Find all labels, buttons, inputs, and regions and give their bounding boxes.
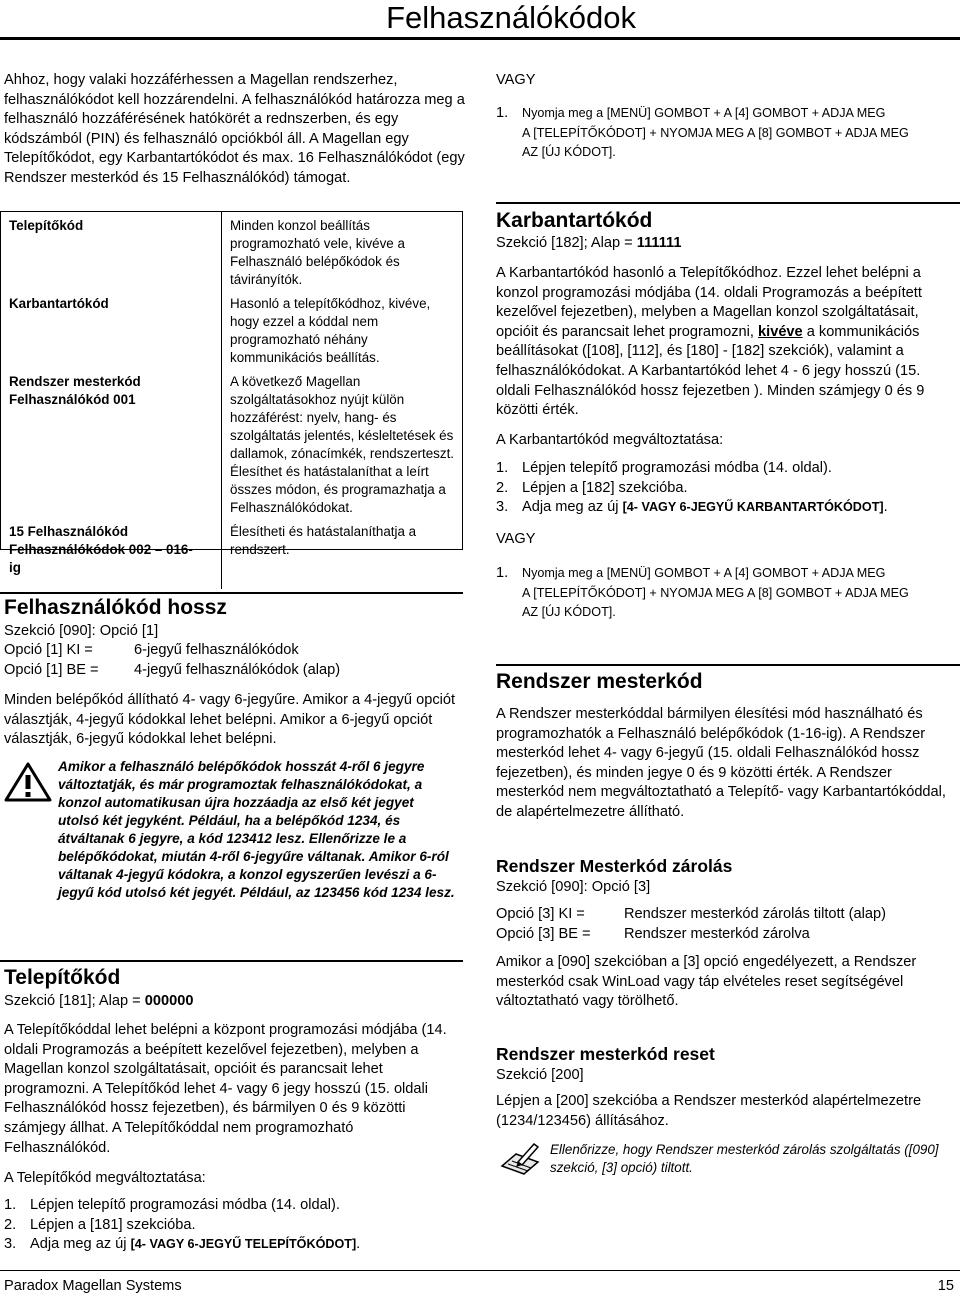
master-heading: Rendszer mesterkód [496,670,703,693]
list-item: 2. Lépjen a [181] szekcióba. [4,1216,196,1233]
master-reset-section: Szekció [200] [496,1067,584,1083]
installer-section-text: Szekció [181]; Alap = [4,993,145,1009]
code-length-option-on-label: Opció [1] BE = [4,662,99,678]
table-row [0,289,462,367]
section-rule [0,960,463,962]
master-body: A Rendszer mesterkóddal bármilyen élesítési mód használható és programozhatók a Felhasználó belépőkódok (1-16-ig). A Rendszer mesterkód lehet 4- vagy 6-jegyű (15. oldali Felhasználókód hossz fejezetben), és minden jegye 0 és 9 közötti érték. A Rendszer mesterkód nem megváltoztatható a Telepítő- vagy Karbantartókóddal, de alapértelmezetre állítható. [496,706,946,820]
step-code: [4- VAGY 6-JEGYŰ TELEPÍTŐKÓDOT] [130,1237,357,1252]
title-rule [0,37,960,40]
maintenance-section-text: Szekció [182]; Alap = [496,235,637,251]
code-length-option-on-value: 4-jegyű felhasználókódok (alap) [134,662,341,678]
alt-step-line: AZ [ÚJ KÓDOT]. [522,605,616,620]
footer-rule [0,1270,960,1271]
master-reset-heading: Rendszer mesterkód reset [496,1044,715,1064]
table-row [0,211,462,289]
maintenance-body [496,264,956,421]
installer-steps [4,1196,462,1255]
code-length-heading: Felhasználókód hossz [4,596,227,619]
master-reset-note: Ellenőrizze, hogy Rendszer mesterkód zárolás szolgáltatás ([090] szekció, [3] opció) tiltott. [550,1142,939,1175]
maintenance-body-text: A Karbantartókód hasonló a Telepítőkódhoz. Ezzel lehet belépni a konzol programozási módjába (14. oldali Programozás a beépített kezelővel fejezetben), melyben a Magellan konzol szolgáltatásait, opcióit és parancsait lehet programozni, [496,265,922,340]
warning-icon [4,762,52,802]
maintenance-body-text: a kommunikációs beállításokat ([108], [112], és [180] - [182] szekciók), valamint a felhasználókódokat. A Karbantartókód lehet 4 - 6 jegy hosszú (15. oldali Felhasználókód hossz fejezetben ). Minden számjegy 0 és 9 közötti érték. [496,323,925,419]
master-lock-option-off-label: Opció [3] KI = [496,906,585,922]
alt-step-line: Nyomja meg a [MENÜ] GOMBOT + A [4] GOMBOT + ADJA MEG [522,106,886,120]
maintenance-section [496,234,681,254]
roles-table [0,211,462,589]
master-lock-body: Amikor a [090] szekcióban a [3] opció engedélyezett, a Rendszer mesterkód csak WinLoad vagy táp elvételes reset segítségével változtatható vagy törölhető. [496,954,917,1010]
code-length-body: Minden belépőkód állítható 4- vagy 6-jegyűre. Amikor a 4-jegyű opciót választják, 4-jegyű kódokkal lehet belépni. Amikor a 6-jegyű opciót választják, 6-jegyű kódokkal lehet belépni. [4,692,456,748]
table-row [0,367,462,517]
footer-page-number: 15 [937,1278,954,1294]
maintenance-steps [496,459,956,518]
list-item: 1. Lépjen telepítő programozási módba (14. oldal). [496,460,832,476]
list-item: 3. Adja meg az új [4- VAGY 6-JEGYŰ KARBANTARTÓKÓDOT]. [496,499,888,516]
code-length-option-off-label: Opció [1] KI = [4,642,93,658]
or-label: VAGY [496,531,536,547]
installer-heading: Telepítőkód [4,966,121,989]
step-suffix: . [356,1236,361,1253]
step-text: Lépjen a [182] szekcióba. [522,479,688,496]
step-text: Adja meg az új [30,1236,131,1253]
master-lock-option-on-value: Rendszer mesterkód zárolva [624,926,810,942]
role-label: 15 Felhasználókód Felhasználókódok 002 – 016-ig [0,517,222,589]
alt-step-line: A [TELEPÍTŐKÓDOT] + NYOMJA MEG A [8] GOMBOT + ADJA MEG [522,585,909,600]
role-label: Telepítőkód [0,211,222,289]
step-text: Lépjen telepítő programozási módba (14. oldal). [30,1197,340,1213]
maintenance-heading: Karbantartókód [496,209,653,232]
master-lock-heading: Rendszer Mesterkód zárolás [496,856,733,876]
step-suffix: . [883,499,888,516]
list-item: 1. Lépjen telepítő programozási módba (14. oldal). [4,1197,340,1213]
installer-change-intro: A Telepítőkód megváltoztatása: [4,1170,206,1186]
role-description: Élesítheti és hatástalaníthatja a rendszert. [230,524,417,557]
maintenance-change-intro: A Karbantartókód megváltoztatása: [496,432,724,448]
alt-step-line: AZ [ÚJ KÓDOT]. [522,145,616,160]
master-lock-option-off-value: Rendszer mesterkód zárolás tiltott (alap) [624,906,886,922]
master-reset-body: Lépjen a [200] szekcióba a Rendszer mesterkód alapértelmezetre (1234/123456) állításához. [496,1093,922,1129]
master-lock-section: Szekció [090]: Opció [3] [496,879,651,895]
section-rule [496,202,960,204]
alt-step-line: Nyomja meg a [MENÜ] GOMBOT + A [4] GOMBOT + ADJA MEG [522,566,886,580]
role-label: Karbantartókód [0,289,222,367]
note-pencil-icon [498,1140,542,1180]
installer-body: A Telepítőkóddal lehet belépni a központ programozási módjába (14. oldali Programozás a beépített kezelővel fejezetben), melyben a Magellan konzol szolgáltatásait, opcióit és parancsait lehet programozni. A Telepítőkód lehet 4- vagy 6 jegy hosszú (15. oldali Felhasználókód hossz fejezetben), és bármilyen 0 és 9 közötti számjegy állhat. A Telepítőkóddal nem programozható Felhasználókód. [4,1022,447,1156]
master-lock-option-on-label: Opció [3] BE = [496,926,591,942]
installer-default: 000000 [144,993,194,1009]
alt-step: 1. Nyomja meg a [MENÜ] GOMBOT + A [4] GOMBOT + ADJA MEG A [TELEPÍTŐKÓDOT] + NYOMJA MEG A [8] GOMBOT + ADJA MEG AZ [ÚJ KÓDOT]. [496,104,956,163]
alt-step-line: A [TELEPÍTŐKÓDOT] + NYOMJA MEG A [8] GOMBOT + ADJA MEG [522,125,909,140]
step-text: Lépjen a [181] szekcióba. [30,1216,196,1233]
role-description: Minden konzol beállítás programozható vele, kivéve a Felhasználó belépőkódok és távirányítók. [230,218,405,287]
role-description: A következő Magellan szolgáltatásokhoz nyújt külön hozzáférést: nyelv, hang- és szolgáltatás jelentés, késleltetések és dallamok, zónacímkék, rendszerteszt. Élesíthet és hatástalaníthat a leírt összes módon, és programazhatja a Felhasználókódokat. [230,374,455,515]
step-code: [4- VAGY 6-JEGYŰ KARBANTARTÓKÓDOT] [622,500,884,515]
installer-section [4,992,193,1012]
warning-text: Amikor a felhasználó belépőkódok hosszát 4-ről 6 jegyre változtatják, és már programoztak felhasználókódokat, a konzol automatikusan újra hozzáadja az első két jegyet utolsó két jegyként. Például, ha a belépőkód 1234, és átváltanak 6 jegyre, a kód 123412 lesz. Ellenőrizze le a belépőkódokat, miután 4-ről 6-jegyűre váltanak. Amikor 6-ról váltanak 4-jegyű kódokra, a konzol egyszerűen levészi a 6-jegyű kód utolsó két jegyét. Például, az 123456 kód 1234 lesz. [58,759,455,900]
maintenance-body-emphasis: kivéve [758,323,803,340]
maintenance-default: 111111 [636,235,682,251]
role-label: Rendszer mesterkód Felhasználókód 001 [0,367,222,517]
list-item: 3. Adja meg az új [4- VAGY 6-JEGYŰ TELEPÍTŐKÓDOT]. [4,1236,361,1253]
or-label: VAGY [496,72,536,88]
footer-left: Paradox Magellan Systems [4,1278,182,1294]
code-length-section: Szekció [090]: Opció [1] [4,623,159,639]
code-length-option-off-value: 6-jegyű felhasználókódok [134,642,299,658]
step-text: Adja meg az új [522,499,623,516]
role-description: Hasonló a telepítőkódhoz, kivéve, hogy ezzel a kóddal nem programozható néhány kommunikációs beállítás. [230,296,431,365]
alt-step: 1. Nyomja meg a [MENÜ] GOMBOT + A [4] GOMBOT + ADJA MEG A [TELEPÍTŐKÓDOT] + NYOMJA MEG A [8] GOMBOT + ADJA MEG AZ [ÚJ KÓDOT]. [496,564,956,623]
page-title: Felhasználókódok [386,0,636,35]
table-row [0,517,462,589]
section-rule [496,664,960,666]
intro-paragraph: Ahhoz, hogy valaki hozzáférhessen a Magellan rendszerhez, felhasználókódot kell hozzárendelni. A felhasználókód határozza meg a felhasználó hozzáférésének hatókörét a rednszerben, és egy kódszámból (PIN) és felhasználó opciókból áll. A Magellan egy Telepítőkódot, egy Karbantartókódot és max. 16 Felhasználókódot (egy Rendszer mesterkód és 15 Felhasználókód) támogat. [4,72,465,186]
section-rule [0,592,463,594]
list-item: 2. Lépjen a [182] szekcióba. [496,479,688,496]
step-text: Lépjen telepítő programozási módba (14. oldal). [522,460,832,476]
